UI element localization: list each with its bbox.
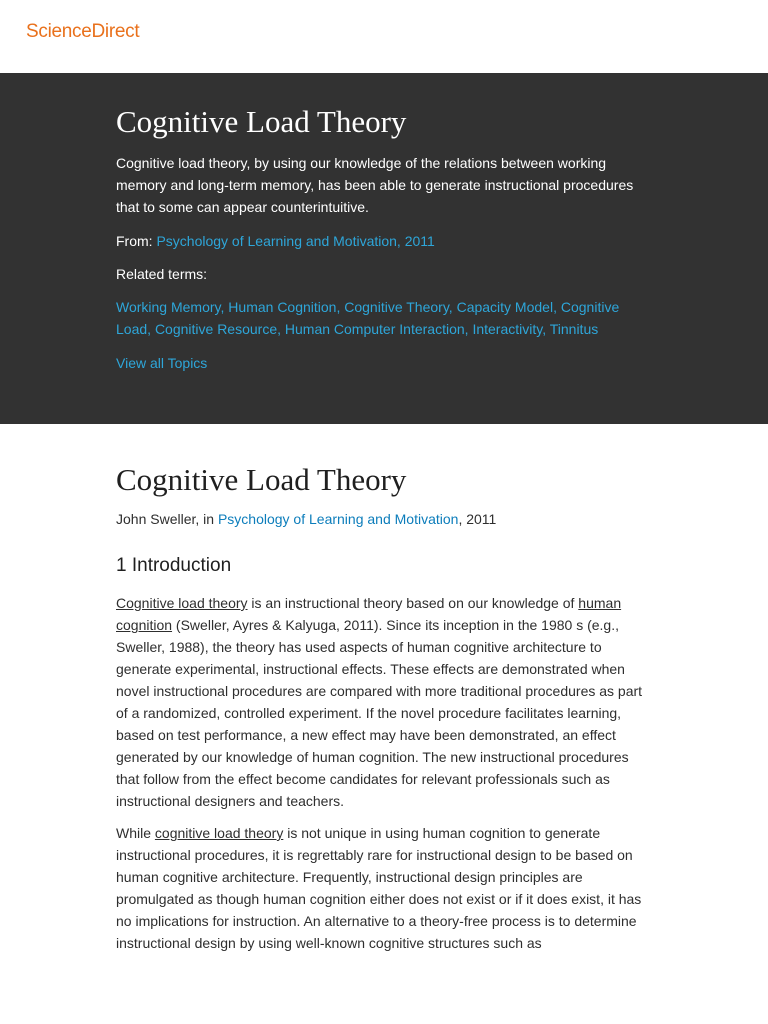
article-title: Cognitive Load Theory <box>116 462 407 497</box>
article-source-link[interactable]: Psychology of Learning and Motivation <box>217 511 459 527</box>
topic-title: Cognitive Load Theory <box>116 104 407 139</box>
article-year: , 2011 <box>458 511 497 527</box>
author: John Sweller, in <box>116 511 218 527</box>
from-label: From: <box>116 233 153 249</box>
article <box>0 424 646 954</box>
inline-term-link[interactable]: human cognition <box>116 595 622 633</box>
view-all-topics-link[interactable]: View all Topics <box>116 355 208 371</box>
related-term-link[interactable]: Cognitive Resource <box>154 321 278 337</box>
topic-source <box>116 230 646 252</box>
topic-summary <box>0 73 768 424</box>
related-term-link[interactable]: Capacity Model <box>456 299 554 315</box>
related-term-link[interactable]: Human Computer Interaction <box>284 321 465 337</box>
topic-description: Cognitive load theory, by using our knowledge of the relations between working memory and long-term memory, has been able to generate instructional procedures that to some can appear counterintuitive. <box>116 155 634 215</box>
related-term-link[interactable]: Cognitive Load <box>116 299 620 337</box>
paragraph <box>116 592 646 812</box>
article-body <box>116 592 646 954</box>
article-byline <box>116 508 646 530</box>
paragraph-text: is an instructional theory based on our knowledge of <box>247 595 579 611</box>
section-heading: 1 Introduction <box>116 555 232 576</box>
paragraph <box>116 822 646 954</box>
view-all-topics <box>116 352 646 374</box>
paragraph-text: While <box>116 825 155 841</box>
related-term-link[interactable]: Tinnitus <box>549 321 599 337</box>
related-terms-list: Working Memory, Human Cognition, Cognitive Theory, Capacity Model, Cognitive Load, Cognitive Resource, Human Computer Interaction, Interactivity, Tinnitus <box>116 299 620 337</box>
paragraph-text: is not unique in using human cognition to generate instructional procedures, it is regrettably rare for instructional design to be based on human cognitive architecture. Frequently, instructional design principles are promulgated as though human cognition either does not exist or if it does exist, it has no implications for instruction. An alternative to a theory-free process is to determine instructional design by using well-known cognitive structures such as <box>116 825 642 951</box>
sciencedirect-logo[interactable]: ScienceDirect <box>26 21 140 42</box>
inline-term-link[interactable]: cognitive load theory <box>154 825 284 841</box>
related-term-link[interactable]: Cognitive Theory <box>344 299 449 315</box>
related-term-link[interactable]: Interactivity <box>472 321 543 337</box>
related-terms-label: Related terms: <box>116 266 208 282</box>
top-bar <box>0 0 768 73</box>
paragraph-text: (Sweller, Ayres & Kalyuga, 2011). Since its inception in the 1980 s (e.g., Sweller, 1988), the theory has used aspects of human cognitive architecture to generate experimental, instructional effects. These effects are demonstrated when novel instructional procedures are compared with more traditional procedures as part of a randomized, controlled experiment. If the novel procedure facilitates learning, based on test performance, a new effect may have been demonstrated, an effect generated by our knowledge of human cognition. The new instructional procedures that follow from the effect become candidates for relevant professionals such as instructional designers and teachers. <box>116 617 643 809</box>
related-term-link[interactable]: Working Memory <box>116 299 221 315</box>
inline-term-link[interactable]: Cognitive load theory <box>116 595 248 611</box>
source-link[interactable]: Psychology of Learning and Motivation, 2011 <box>156 233 435 249</box>
related-term-link[interactable]: Human Cognition <box>228 299 337 315</box>
